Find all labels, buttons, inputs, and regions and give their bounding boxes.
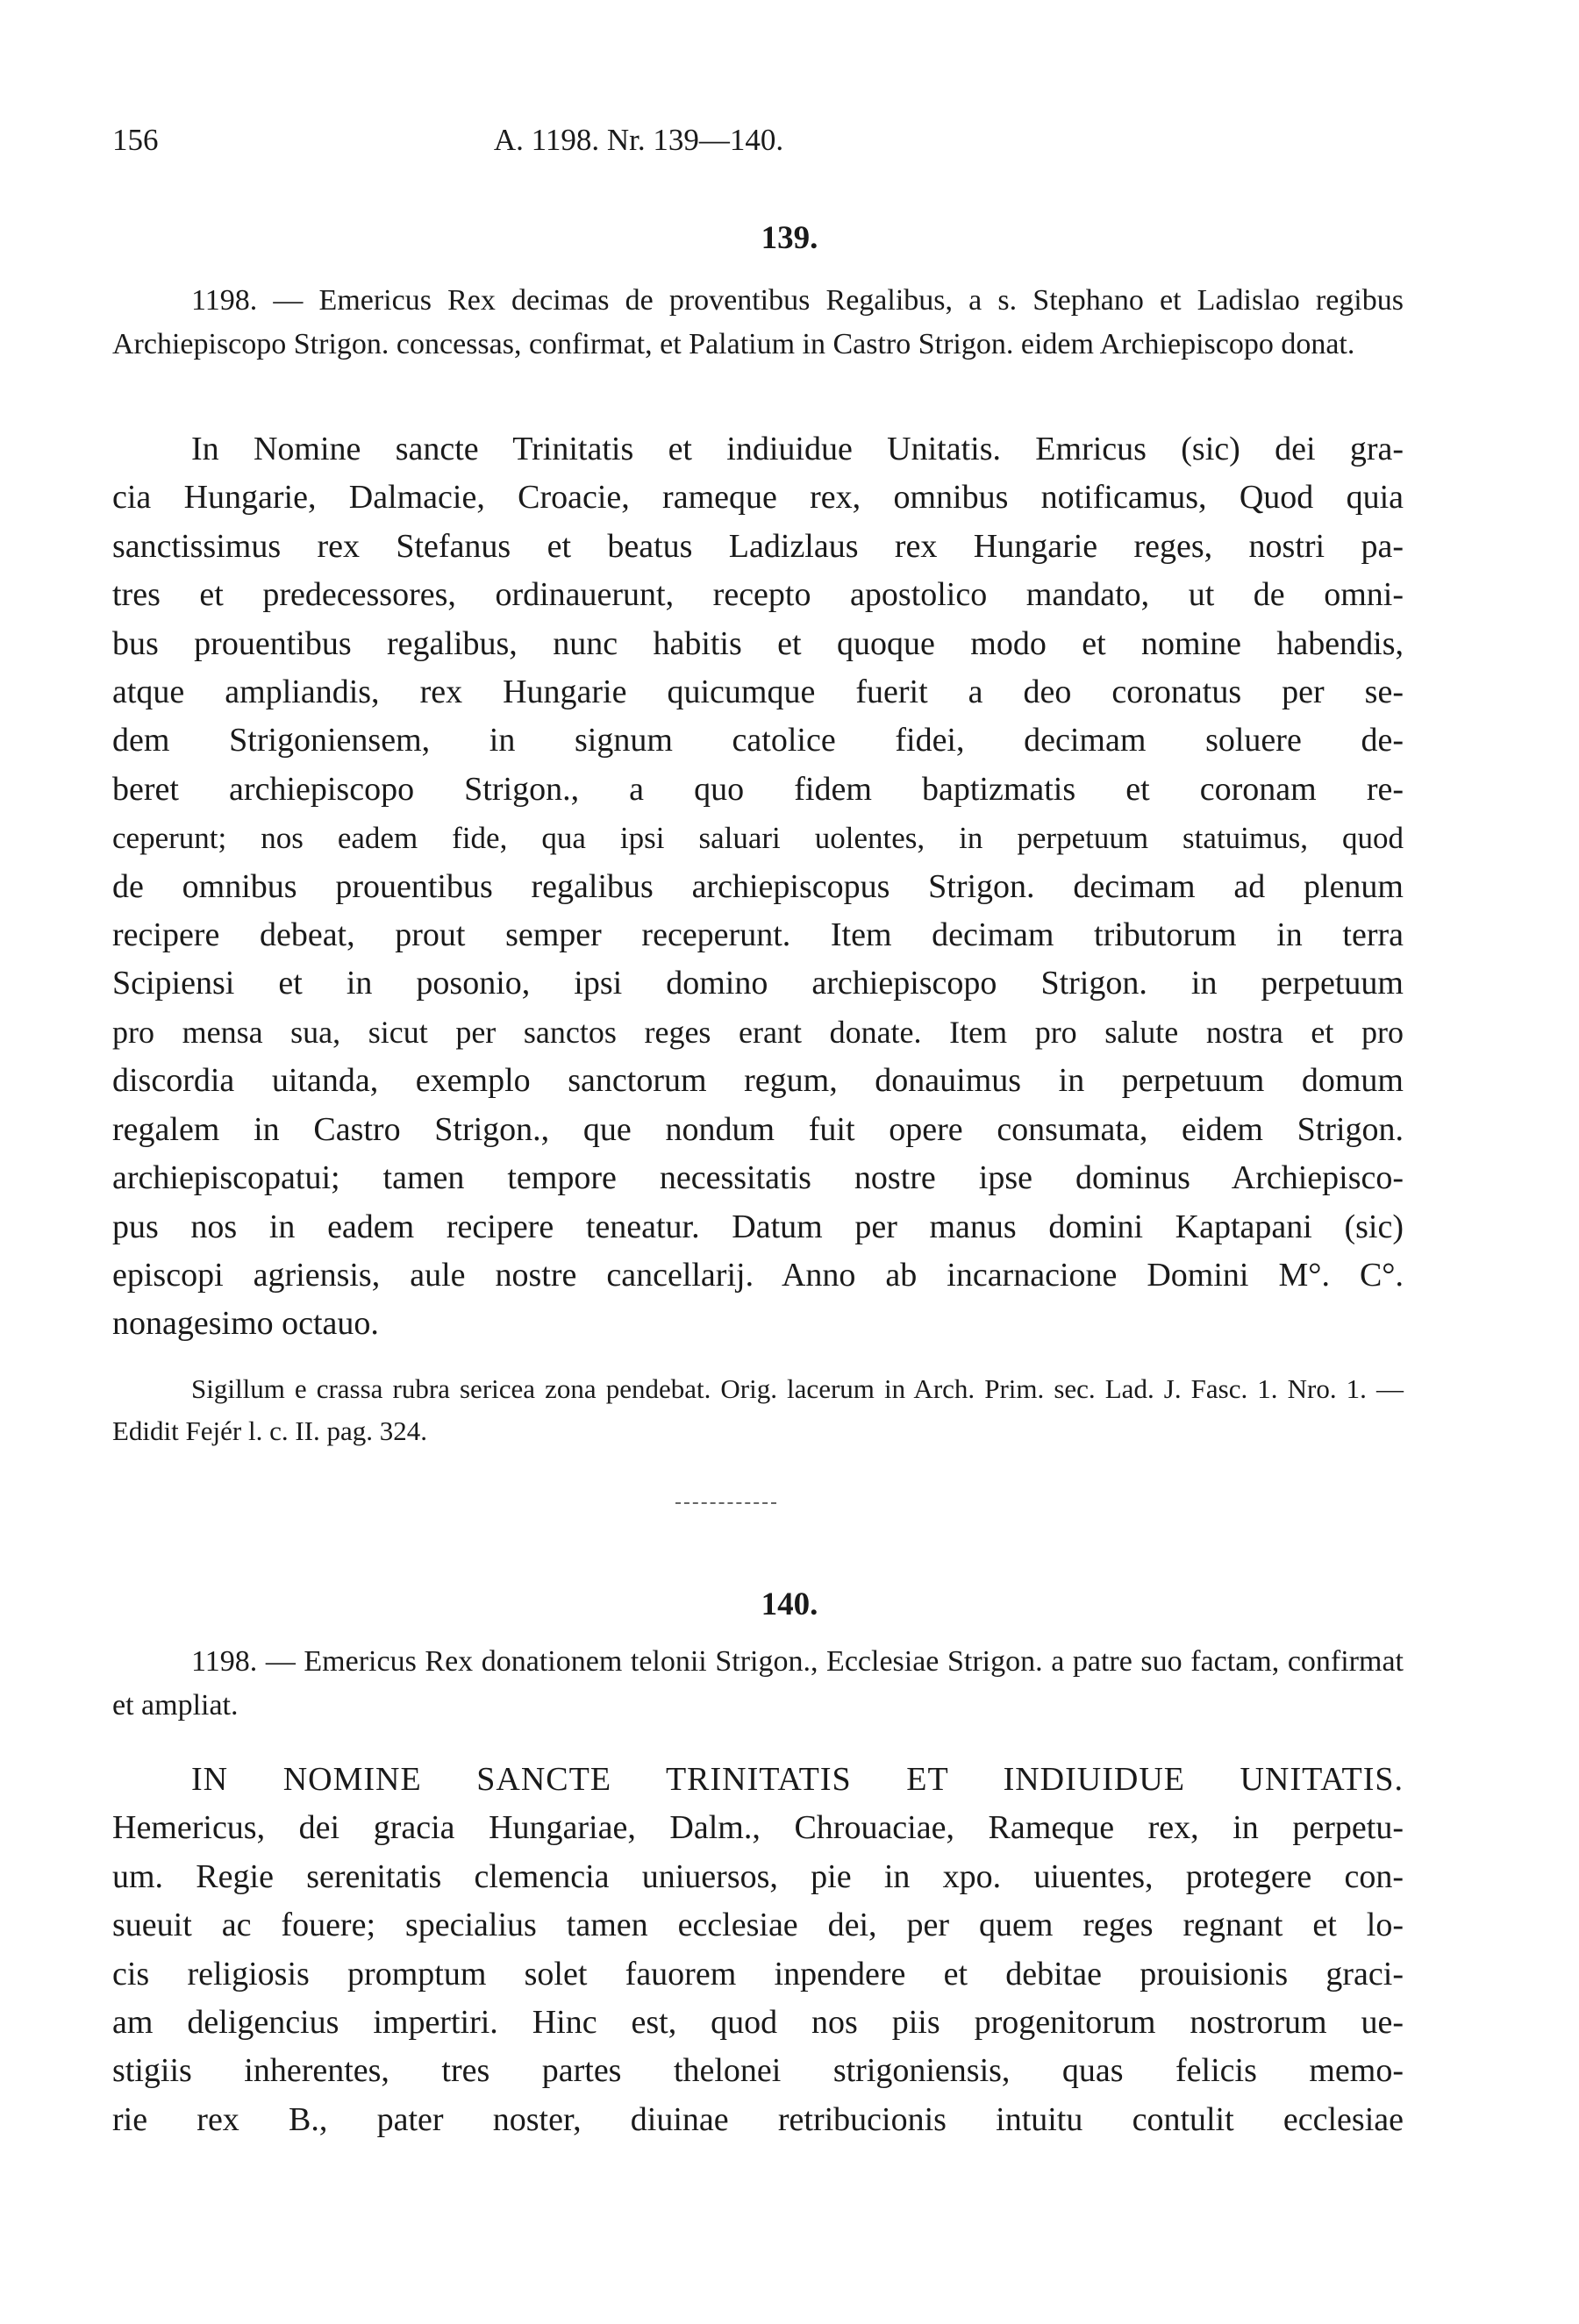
page-number: 156 — [112, 123, 159, 157]
text-line: regalem in Castro Strigon., que nondum fuit opere consumata, eidem Strigon. — [112, 1110, 1404, 1148]
text-line: recipere debeat, prout semper receperunt. Item decimam tributorum in terra — [112, 916, 1404, 954]
text-line: Hemericus, dei gracia Hungariae, Dalm., Chrouaciae, Rameque rex, in perpetu- — [112, 1809, 1404, 1847]
text-line: rie rex B., pater noster, diuinae retribucionis intuitu contulit ecclesiae — [112, 2100, 1404, 2138]
text-line: sanctissimus rex Stefanus et beatus Ladizlaus rex Hungarie reges, nostri pa- — [112, 527, 1404, 565]
text-line: um. Regie serenitatis clemencia uniuersos, pie in xpo. uiuentes, protegere con- — [112, 1857, 1404, 1895]
text-line: Scipiensi et in posonio, ipsi domino archiepiscopo Strigon. in perpetuum — [112, 965, 1404, 1002]
text-line: sueuit ac fouere; specialius tamen ecclesiae dei, per quem reges regnant et lo- — [112, 1907, 1404, 1944]
text-line: IN NOMINE SANCTE TRINITATIS ET INDIUIDUE UNITATIS. — [191, 1761, 1404, 1798]
regest-139: 1198. — Emericus Rex decimas de proventibus Regalibus, a s. Stephano et Ladislao regibus Archiepiscopo Strigon. concessas, confirmat, et Palatium in Castro Strigon. eidem Archiepiscopo donat. — [112, 284, 1404, 360]
text-line: archiepiscopatui; tamen tempore necessitatis nostre ipse dominus Archiepisco- — [112, 1159, 1404, 1197]
text-line: pus nos in eadem recipere teneatur. Datum per manus domini Kaptapani (sic) — [112, 1208, 1404, 1245]
editorial-note-139: Sigillum e crassa rubra sericea zona pendebat. Orig. lacerum in Arch. Prim. sec. Lad. J. Fasc. 1. Nro. 1. — Edidit Fejér l. c. II. pag. 324. — [112, 1373, 1404, 1446]
text-line: tres et predecessores, ordinauerunt, recepto apostolico mandato, ut de omni- — [112, 576, 1404, 614]
text-line: beret archiepiscopo Strigon., a quo fidem baptizmatis et coronam re- — [112, 770, 1404, 808]
text-line: episcopi agriensis, aule nostre cancellarij. Anno ab incarnacione Domini M°. C°. — [112, 1256, 1404, 1294]
text-line: cia Hungarie, Dalmacie, Croacie, rameque rex, omnibus notificamus, Quod quia — [112, 479, 1404, 517]
charter-text-139 — [112, 425, 1404, 1349]
text-line: ceperunt; nos eadem fide, qua ipsi saluari uolentes, in perpetuum statuimus, quod — [112, 821, 1404, 856]
text-line: am deligencius impertiri. Hinc est, quod nos piis progenitorum nostrorum ue- — [112, 2004, 1404, 2042]
regest-140: 1198. — Emericus Rex donationem telonii Strigon., Ecclesiae Strigon. a patre suo factam, confirmat et ampliat. — [112, 1645, 1404, 1722]
text-line: stigiis inherentes, tres partes thelonei strigoniensis, quas felicis memo- — [112, 2052, 1404, 2090]
text-line: bus prouentibus regalibus, nunc habitis et quoque modo et nomine habendis, — [112, 624, 1404, 662]
text-line: discordia uitanda, exemplo sanctorum regum, donauimus in perpetuum domum — [112, 1062, 1404, 1100]
charter-text-140 — [112, 1756, 1404, 2144]
text-line: cis religiosis promptum solet fauorem inpendere et debitae prouisionis graci- — [112, 1955, 1404, 1993]
section-divider — [675, 1502, 776, 1504]
text-line: atque ampliandis, rex Hungarie quicumque fuerit a deo coronatus per se- — [112, 674, 1404, 711]
document-number-140: 140. — [761, 1586, 818, 1622]
text-line: pro mensa sua, sicut per sanctos reges erant donate. Item pro salute nostra et pro — [112, 1014, 1404, 1050]
running-title: A. 1198. Nr. 139—140. — [493, 123, 784, 157]
text-line: In Nomine sancte Trinitatis et indiuidue Unitatis. Emricus (sic) dei gra- — [191, 431, 1404, 467]
document-number-139: 139. — [761, 220, 818, 256]
text-line: de omnibus prouentibus regalibus archiepiscopus Strigon. decimam ad plenum — [112, 867, 1404, 905]
text-line: nonagesimo octauo. — [112, 1305, 379, 1343]
text-line: dem Strigoniensem, in signum catolice fidei, decimam soluere de- — [112, 722, 1404, 759]
